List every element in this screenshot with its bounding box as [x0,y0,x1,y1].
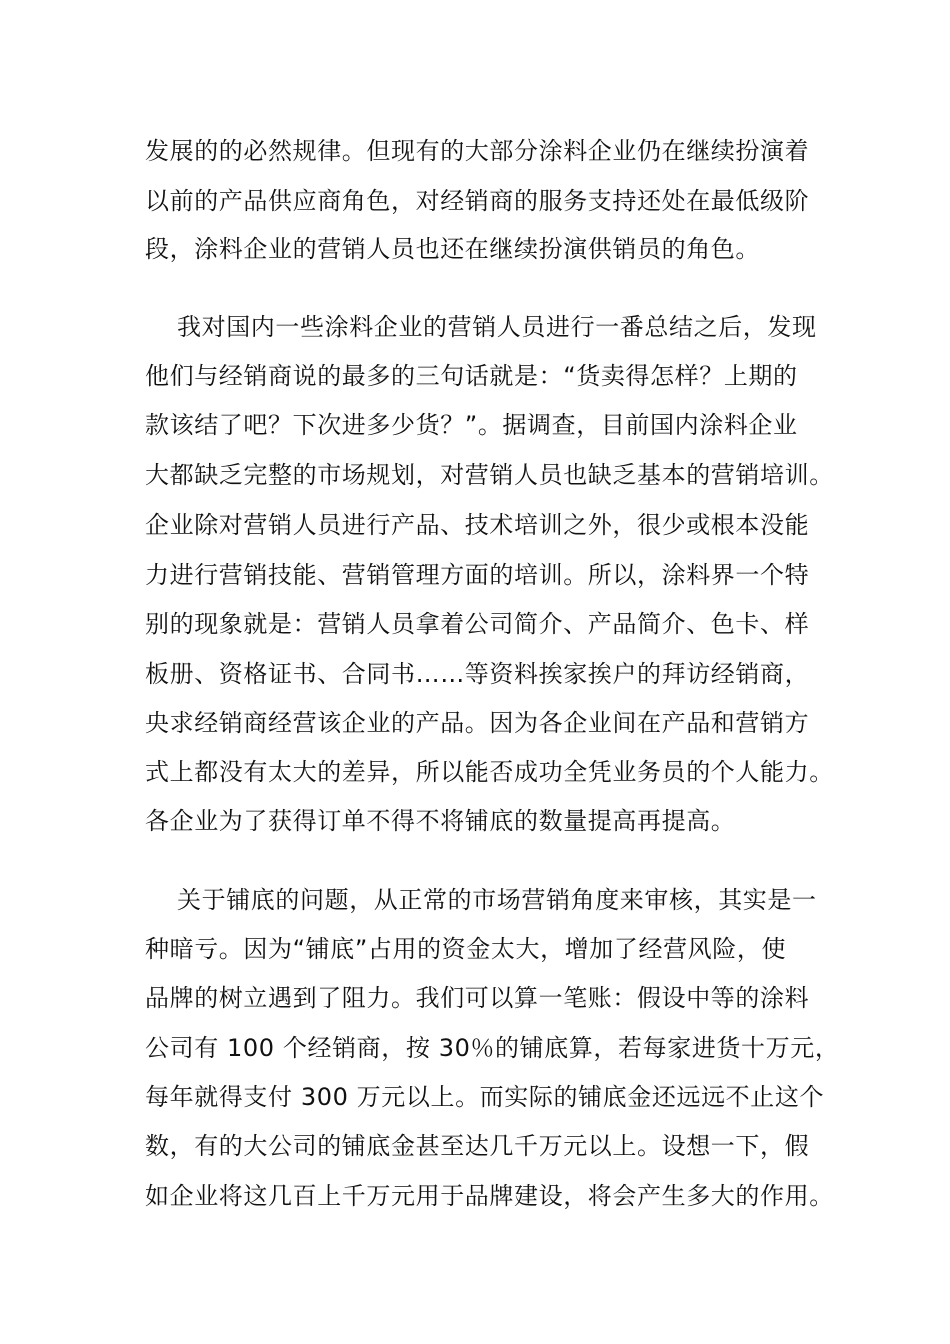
text-line: 关于铺底的问题，从正常的市场营销角度来审核，其实是一 [177,886,817,914]
text-line: 企业除对营销人员进行产品、技术培训之外，很少或根本没能 [145,511,810,539]
text-line: 款该结了吧？下次进多少货？”。据调查，目前国内涂料企业 [145,411,798,439]
text-line: 力进行营销技能、营销管理方面的培训。所以，涂料界一个特 [145,561,810,589]
text-line: 式上都没有太大的差异，所以能否成功全凭业务员的个人能力。 [145,758,834,786]
text-line: 段，涂料企业的营销人员也还在继续扮演供销员的角色。 [145,235,760,263]
text-line: 我对国内一些涂料企业的营销人员进行一番总结之后，发现 [177,313,817,341]
text-line: 发展的的必然规律。但现有的大部分涂料企业仍在继续扮演着 [145,137,810,165]
text-line: 各企业为了获得订单不得不将铺底的数量提高再提高。 [145,807,736,835]
text-line: 种暗亏。因为“铺底”占用的资金太大，增加了经营风险，使 [145,935,787,963]
text-line: 别的现象就是：营销人员拿着公司简介、产品简介、色卡、样 [145,610,810,638]
text-line: 数，有的大公司的铺底金甚至达几千万元以上。设想一下，假 [145,1132,810,1160]
text-line: 大都缺乏完整的市场规划，对营销人员也缺乏基本的营销培训。 [145,461,834,489]
text-line: 品牌的树立遇到了阻力。我们可以算一笔账：假设中等的涂料 [145,984,810,1012]
text-line: 公司有 100 个经销商，按 30％的铺底算，若每家进货十万元， [145,1034,840,1062]
text-line: 以前的产品供应商角色，对经销商的服务支持还处在最低级阶 [145,187,810,215]
text-line: 每年就得支付 300 万元以上。而实际的铺底金还远远不止这个 [145,1083,825,1111]
text-line: 如企业将这几百上千万元用于品牌建设，将会产生多大的作用。 [145,1182,834,1210]
text-line: 央求经销商经营该企业的产品。因为各企业间在产品和营销方 [145,709,810,737]
text-line: 板册、资格证书、合同书……等资料挨家挨户的拜访经销商， [145,660,810,688]
text-line: 他们与经销商说的最多的三句话就是：“货卖得怎样？上期的 [145,362,798,390]
